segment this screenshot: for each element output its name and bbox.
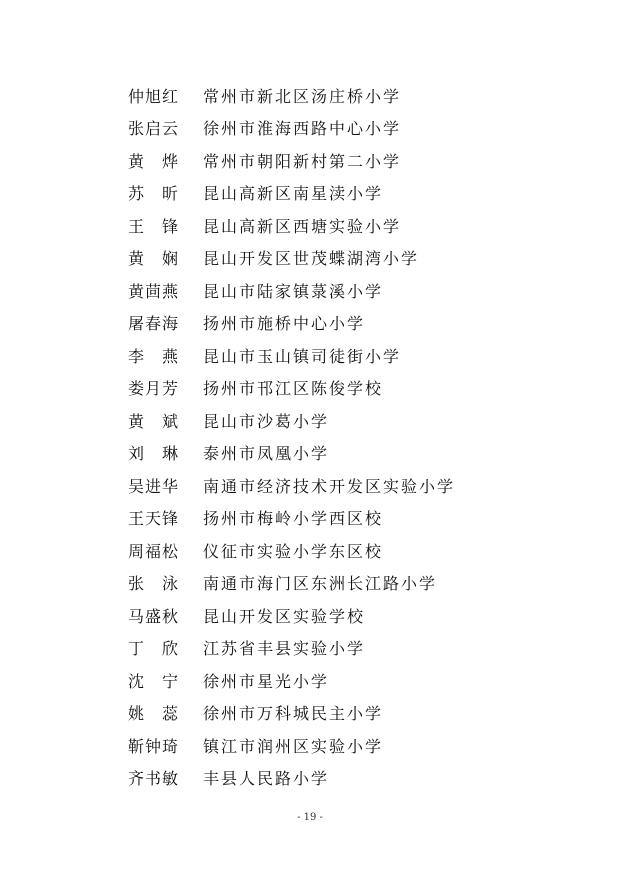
teacher-name: 苏 昕 [128,184,180,204]
school-name: 扬州市梅岭小学西区校 [203,509,384,529]
school-name: 徐州市万科城民主小学 [203,704,384,724]
list-item [128,274,568,307]
teacher-name: 黄 斌 [128,411,180,431]
school-name: 昆山市玉山镇司徒街小学 [203,346,402,366]
school-name: 昆山开发区实验学校 [203,606,366,626]
teacher-name: 刘 琳 [128,444,180,464]
teacher-name: 黄 烨 [128,151,180,171]
list-item [128,632,568,665]
school-name: 江苏省丰县实验小学 [203,639,366,659]
school-name: 昆山高新区南星渎小学 [203,184,384,204]
teacher-name: 黄茴燕 [128,281,180,301]
school-name: 昆山市陆家镇菉溪小学 [203,281,384,301]
award-list [128,79,568,794]
list-item [128,697,568,730]
list-item [128,599,568,632]
list-item [128,242,568,275]
teacher-name: 黄 娴 [128,249,180,269]
page-number: - 19 - [297,812,323,823]
teacher-name: 娄月芳 [128,379,180,399]
teacher-name: 王 锋 [128,216,180,236]
list-item [128,534,568,567]
school-name: 扬州市邗江区陈俊学校 [203,379,384,399]
teacher-name: 李 燕 [128,346,180,366]
teacher-name: 姚 蕊 [128,704,180,724]
teacher-name: 周福松 [128,541,180,561]
school-name: 南通市经济技术开发区实验小学 [203,476,456,496]
list-item [128,404,568,437]
list-item [128,372,568,405]
list-item [128,567,568,600]
list-item [128,762,568,795]
teacher-name: 屠春海 [128,314,180,334]
teacher-name: 马盛秋 [128,606,180,626]
school-name: 徐州市星光小学 [203,671,330,691]
teacher-name: 丁 欣 [128,639,180,659]
list-item [128,112,568,145]
list-item [128,144,568,177]
list-item [128,177,568,210]
teacher-name: 吴进华 [128,476,180,496]
list-item [128,307,568,340]
teacher-name: 靳钟琦 [128,736,180,756]
school-name: 徐州市淮海西路中心小学 [203,119,402,139]
teacher-name: 沈 宁 [128,671,180,691]
list-item [128,469,568,502]
teacher-name: 王天锋 [128,509,180,529]
school-name: 扬州市施桥中心小学 [203,314,366,334]
list-item [128,502,568,535]
school-name: 昆山高新区西塘实验小学 [203,216,402,236]
list-item [128,79,568,112]
list-item [128,209,568,242]
list-item [128,339,568,372]
school-name: 昆山开发区世茂蝶湖湾小学 [203,249,420,269]
school-name: 南通市海门区东洲长江路小学 [203,574,438,594]
school-name: 镇江市润州区实验小学 [203,736,384,756]
school-name: 常州市朝阳新村第二小学 [203,151,402,171]
list-item [128,729,568,762]
teacher-name: 张 泳 [128,574,180,594]
school-name: 昆山市沙葛小学 [203,411,330,431]
school-name: 常州市新北区汤庄桥小学 [203,86,402,106]
list-item [128,437,568,470]
teacher-name: 张启云 [128,119,180,139]
list-item [128,664,568,697]
teacher-name: 齐书敏 [128,769,180,789]
teacher-name: 仲旭红 [128,86,180,106]
school-name: 仪征市实验小学东区校 [203,541,384,561]
school-name: 泰州市凤凰小学 [203,444,330,464]
school-name: 丰县人民路小学 [203,769,330,789]
